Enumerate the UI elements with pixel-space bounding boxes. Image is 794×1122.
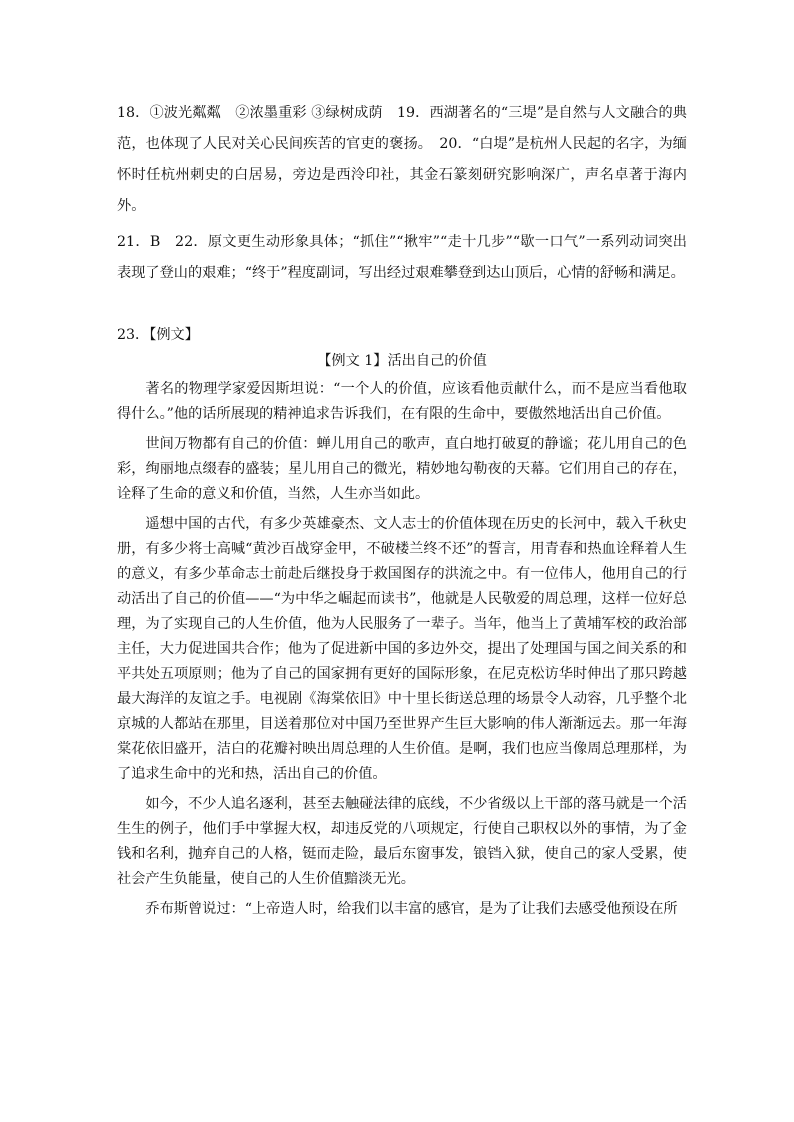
answer-23-heading: 23．【例文】 (117, 327, 199, 343)
essay-paragraph: 世间万物都有自己的价值：蝉儿用自己的歌声，直白地打破夏的静谧；花儿用自己的色彩，绚丽地点缀春的盛装；星儿用自己的微光，精妙地勾勒夜的天幕。它们用自己的存在，诠释了生命的意义和价值，当然，人生亦当如此。 (117, 436, 687, 502)
answer-21-22: 21．B 22．原文更生动形象具体；“抓住”“揪牢”“走十几步”“歇一口气”一系列动词突出表现了登山的艰难；“终于”程度副词，写出经过艰难攀登到达山顶后，心情的舒畅和满足。 (117, 234, 687, 281)
essay-paragraph: 乔布斯曾说过：“上帝造人时，给我们以丰富的感官，是为了让我们去感受他预设在所 (145, 901, 678, 917)
essay-title: 【例文 1】活出自己的价值 (317, 353, 487, 369)
answer-18-20: 18．①波光粼粼 ②浓墨重彩 ③绿树成荫 19．西湖著名的“三堤”是自然与人文融合的典范，也体现了人民对关心民间疾苦的官吏的褒扬。 20．“白堤”是杭州人民起的名字，为缅怀时任杭州刺史的白居易，旁边是西泠印社，其金石篆刻研究影响深广，声名卓著于海内外。 (117, 105, 687, 214)
essay-paragraph: 遥想中国的古代，有多少英雄豪杰、文人志士的价值体现在历史的长河中，载入千秋史册，有多少将士高喊“黄沙百战穿金甲，不破楼兰终不还”的誓言，用青春和热血诠释着人生的意义，有多少革命志士前赴后继投身于救国图存的洪流之中。有一位伟人，他用自己的行动活出了自己的价值——“为中华之崛起而读书”，他就是人民敬爱的周总理，这样一位好总理，为了实现自己的人生价值，他为人民服务了一辈子。当年，他当上了黄埔军校的政治部主任，大力促进国共合作；他为了促进新中国的多边外交，提出了处理国与国之间关系的和平共处五项原则；他为了自己的国家拥有更好的国际形象，在尼克松访华时伸出了那只跨越最大海洋的友谊之手。电视剧《海棠依旧》中十里长街送总理的场景令人动容，几乎整个北京城的人都站在那里，目送着那位对中国乃至世界产生巨大影响的伟人渐渐远去。那一年海棠花依旧盛开，洁白的花瓣衬映出周总理的人生价值。是啊，我们也应当像周总理那样，为了追求生命中的光和热，活出自己的价值。 (117, 516, 687, 782)
essay-paragraph: 著名的物理学家爱因斯坦说：“一个人的价值，应该看他贡献什么，而不是应当看他取得什么。”他的话所展现的精神追求告诉我们，在有限的生命中，要傲然地活出自己价值。 (117, 381, 687, 422)
essay-body (117, 377, 687, 927)
essay-paragraph: 如今，不少人追名逐利，甚至去触碰法律的底线，不少省级以上干部的落马就是一个活生生的例子，他们手中掌握大权，却违反党的八项规定，行使自己职权以外的事情，为了金钱和名利，抛弃自己的人格，铤而走险，最后东窗事发，锒铛入狱，使自己的家人受累，使社会产生负能量，使自己的人生价值黯淡无光。 (117, 796, 687, 887)
